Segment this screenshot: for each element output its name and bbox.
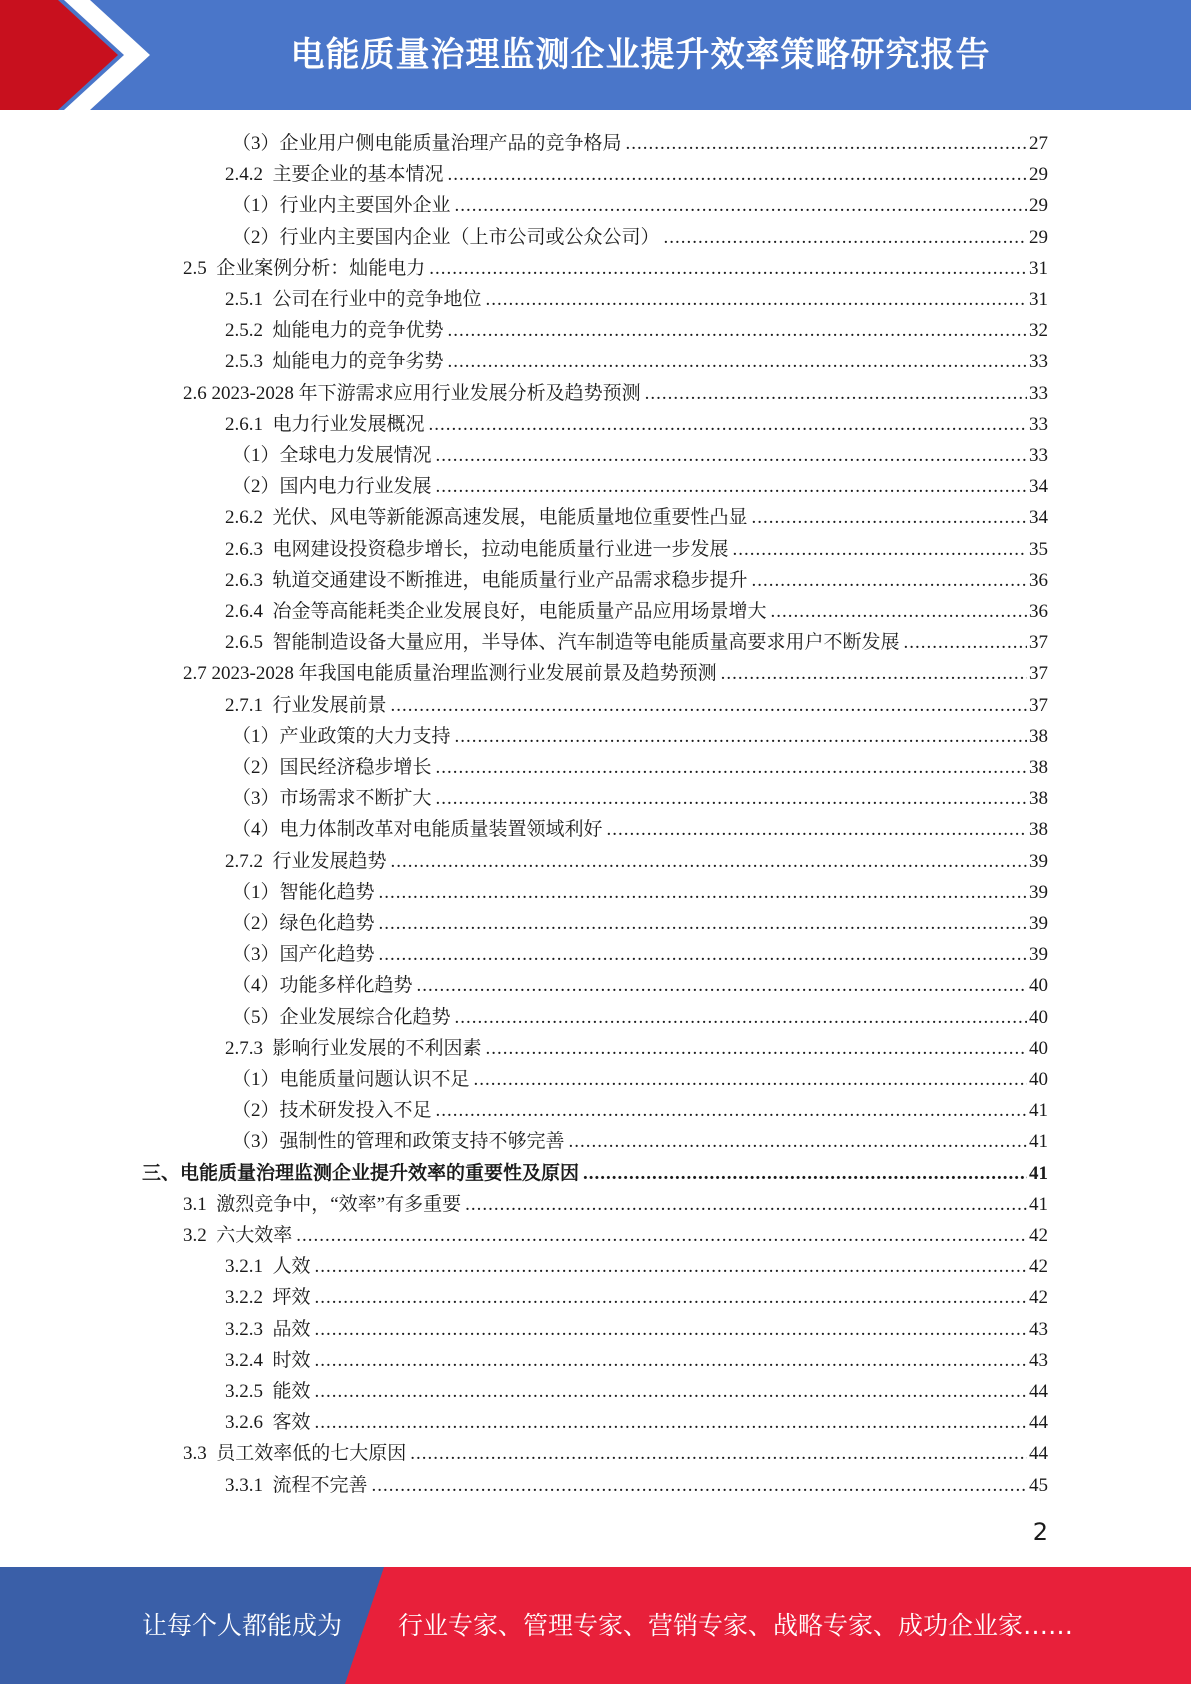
toc-entry-page: 33 xyxy=(1029,413,1048,435)
toc-entry-label: 3.2.4 时效 xyxy=(225,1349,311,1371)
toc-entry[interactable] xyxy=(225,596,1048,627)
toc-entry-page: 31 xyxy=(1029,289,1048,310)
toc-entry[interactable] xyxy=(232,1064,1048,1095)
toc-entry[interactable] xyxy=(232,1095,1048,1126)
toc-leader-dots xyxy=(626,128,1027,159)
toc-entry-page: 29 xyxy=(1029,226,1048,248)
toc-entry-page: 38 xyxy=(1029,788,1048,810)
toc-entry-page: 40 xyxy=(1029,1006,1048,1028)
toc-entry-page: 35 xyxy=(1029,538,1048,560)
toc-entry[interactable] xyxy=(225,284,1048,315)
toc-entry-label: （3）企业用户侧电能质量治理产品的竞争格局 xyxy=(232,133,622,154)
toc-entry-page: 39 xyxy=(1029,881,1048,903)
toc-entry-label: 2.7.1 行业发展前景 xyxy=(225,694,387,716)
toc-leader-dots xyxy=(721,658,1027,689)
toc-entry-label: 2.6.3 轨道交通建设不断推进，电能质量行业产品需求稳步提升 xyxy=(225,569,748,591)
toc-entry[interactable] xyxy=(225,1033,1048,1064)
toc-entry[interactable] xyxy=(183,253,1048,284)
toc-entry[interactable] xyxy=(232,970,1048,1001)
toc-entry[interactable] xyxy=(183,1220,1048,1251)
toc-entry-page: 33 xyxy=(1029,351,1048,373)
toc-entry-label: （5）企业发展综合化趋势 xyxy=(232,1006,451,1028)
toc-entry-page: 40 xyxy=(1029,1037,1048,1059)
toc-entry-label: 2.6.5 智能制造设备大量应用，半导体、汽车制造等电能质量高要求用户不断发展 xyxy=(225,632,900,654)
toc-entry[interactable] xyxy=(232,939,1048,970)
toc-entry-page: 34 xyxy=(1029,507,1048,529)
toc-entry[interactable] xyxy=(232,440,1048,471)
toc-leader-dots xyxy=(429,409,1027,440)
toc-entry-page: 39 xyxy=(1029,944,1048,966)
toc-entry[interactable] xyxy=(225,1470,1048,1501)
toc-leader-dots xyxy=(436,752,1027,783)
toc-entry-page: 40 xyxy=(1029,975,1048,997)
toc-leader-dots xyxy=(436,440,1027,471)
toc-entry-page: 31 xyxy=(1029,257,1048,279)
toc-entry[interactable] xyxy=(225,1314,1048,1345)
toc-entry-page: 39 xyxy=(1029,850,1048,872)
toc-entry-label: 3.2.2 坪效 xyxy=(225,1287,311,1309)
toc-entry[interactable] xyxy=(232,471,1048,502)
toc-entry[interactable] xyxy=(142,1158,1048,1189)
toc-leader-dots xyxy=(486,1033,1027,1064)
toc-entry-page: 39 xyxy=(1029,913,1048,934)
toc-entry[interactable] xyxy=(183,1438,1048,1469)
toc-entry-page: 29 xyxy=(1029,164,1048,186)
toc-entry[interactable] xyxy=(225,159,1048,190)
toc-entry-label: 2.6.2 光伏、风电等新能源高速发展，电能质量地位重要性凸显 xyxy=(225,507,748,529)
toc-entry-label: 2.7 2023-2028 年我国电能质量治理监测行业发展前景及趋势预测 xyxy=(183,663,717,685)
toc-entry-label: 3.2.1 人效 xyxy=(225,1256,311,1278)
toc-entry-label: （4）电力体制改革对电能质量装置领域利好 xyxy=(232,819,603,841)
toc-entry-label: （2）国内电力行业发展 xyxy=(232,476,432,498)
toc-entry-label: （3）强制性的管理和政策支持不够完善 xyxy=(232,1131,565,1153)
toc-leader-dots xyxy=(372,1470,1027,1501)
page-header xyxy=(0,0,1191,110)
toc-leader-dots xyxy=(315,1345,1027,1376)
toc-entry[interactable] xyxy=(232,1002,1048,1033)
toc-entry-page: 45 xyxy=(1029,1474,1048,1496)
toc-entry-label: 2.5 企业案例分析：灿能电力 xyxy=(183,257,426,279)
toc-entry-page: 34 xyxy=(1029,476,1048,498)
toc-entry-label: 2.7.2 行业发展趋势 xyxy=(225,850,387,872)
toc-entry-page: 42 xyxy=(1029,1256,1048,1278)
toc-entry[interactable] xyxy=(225,502,1048,533)
toc-leader-dots xyxy=(455,190,1027,221)
toc-entry[interactable] xyxy=(183,378,1048,409)
toc-leader-dots xyxy=(315,1251,1027,1282)
toc-entry[interactable] xyxy=(225,565,1048,596)
toc-entry-page: 40 xyxy=(1029,1069,1048,1090)
toc-entry-label: 2.6.1 电力行业发展概况 xyxy=(225,413,425,435)
toc-entry[interactable] xyxy=(232,128,1048,159)
toc-leader-dots xyxy=(315,1407,1027,1438)
toc-leader-dots xyxy=(448,346,1027,377)
toc-leader-dots xyxy=(474,1064,1027,1095)
toc-entry-label: （2）行业内主要国内企业（上市公司或公众公司） xyxy=(232,226,660,248)
toc-entry-label: 2.5.2 灿能电力的竞争优势 xyxy=(225,320,444,342)
toc-entry-label: 2.5.3 灿能电力的竞争劣势 xyxy=(225,351,444,373)
toc-entry-label: 3.3.1 流程不完善 xyxy=(225,1474,368,1496)
document-title: 电能质量治理监测企业提升效率策略研究报告 xyxy=(290,35,991,75)
page-number: 2 xyxy=(1032,1518,1048,1546)
toc-leader-dots xyxy=(752,565,1027,596)
toc-entry-page: 37 xyxy=(1029,663,1048,685)
toc-entry-label: 3.2.6 客效 xyxy=(225,1412,311,1434)
toc-entry[interactable] xyxy=(183,1189,1048,1220)
toc-leader-dots xyxy=(569,1126,1027,1157)
toc-entry-page: 42 xyxy=(1029,1287,1048,1309)
toc-entry-page: 32 xyxy=(1029,320,1048,342)
toc-leader-dots xyxy=(436,1095,1027,1126)
toc-leader-dots xyxy=(752,502,1027,533)
toc-entry-page: 43 xyxy=(1029,1349,1048,1371)
toc-leader-dots xyxy=(379,877,1027,908)
toc-entry[interactable] xyxy=(225,627,1048,658)
toc-entry-label: 3.1 激烈竞争中，“效率”有多重要 xyxy=(183,1193,462,1215)
toc-entry-page: 44 xyxy=(1029,1443,1048,1465)
toc-leader-dots xyxy=(296,1220,1027,1251)
toc-leader-dots xyxy=(455,721,1027,752)
toc-leader-dots xyxy=(315,1314,1027,1345)
toc-entry[interactable] xyxy=(225,690,1048,721)
toc-entry-label: （1）行业内主要国外企业 xyxy=(232,195,451,217)
toc-entry-page: 33 xyxy=(1029,445,1048,466)
toc-entry-page: 38 xyxy=(1029,819,1048,841)
toc-entry-page: 41 xyxy=(1029,1193,1048,1215)
toc-leader-dots xyxy=(733,534,1027,565)
toc-entry-page: 41 xyxy=(1029,1131,1048,1153)
toc-entry-page: 42 xyxy=(1029,1225,1048,1246)
toc-leader-dots xyxy=(448,159,1027,190)
toc-entry[interactable] xyxy=(232,814,1048,845)
toc-leader-dots xyxy=(436,783,1027,814)
toc-entry[interactable] xyxy=(225,1251,1048,1282)
toc-entry-label: 3.2.3 品效 xyxy=(225,1318,311,1340)
toc-leader-dots xyxy=(645,378,1027,409)
toc-entry-page: 37 xyxy=(1029,632,1048,654)
toc-entry-page: 44 xyxy=(1029,1412,1048,1434)
toc-entry[interactable] xyxy=(225,346,1048,377)
toc-entry[interactable] xyxy=(232,190,1048,221)
toc-leader-dots xyxy=(391,846,1027,877)
toc-leader-dots xyxy=(315,1282,1027,1313)
toc-entry-label: 3.2.5 能效 xyxy=(225,1381,311,1402)
toc-leader-dots xyxy=(410,1438,1027,1469)
toc-entry-label: （2）绿色化趋势 xyxy=(232,913,375,934)
toc-leader-dots xyxy=(607,814,1027,845)
toc-leader-dots xyxy=(429,253,1027,284)
toc-entry-label: 3.3 员工效率低的七大原因 xyxy=(183,1443,407,1465)
toc-entry-label: （3）市场需求不断扩大 xyxy=(232,788,432,810)
toc-entry[interactable] xyxy=(225,1407,1048,1438)
toc-entry-label: （2）国民经济稳步增长 xyxy=(232,757,432,778)
page-footer xyxy=(0,1567,1191,1684)
toc-leader-dots xyxy=(379,908,1027,939)
toc-entry-page: 43 xyxy=(1029,1318,1048,1340)
toc-leader-dots xyxy=(379,939,1027,970)
toc-entry-label: 2.5.1 公司在行业中的竞争地位 xyxy=(225,289,482,310)
toc-leader-dots xyxy=(904,627,1027,658)
toc-leader-dots xyxy=(315,1376,1027,1407)
toc-entry-label: 3.2 六大效率 xyxy=(183,1225,293,1246)
toc-entry-label: 2.6.3 电网建设投资稳步增长，拉动电能质量行业进一步发展 xyxy=(225,538,729,560)
toc-entry-label: （1）电能质量问题认识不足 xyxy=(232,1069,470,1090)
toc-entry-page: 44 xyxy=(1029,1381,1048,1402)
toc-entry-page: 41 xyxy=(1029,1162,1048,1184)
toc-entry[interactable] xyxy=(232,752,1048,783)
toc-entry-label: 2.6.4 冶金等高能耗类企业发展良好，电能质量产品应用场景增大 xyxy=(225,601,767,622)
toc-entry-label: （1）产业政策的大力支持 xyxy=(232,725,451,747)
toc-leader-dots xyxy=(664,222,1027,253)
toc-entry-page: 41 xyxy=(1029,1100,1048,1122)
toc-leader-dots xyxy=(391,690,1027,721)
toc-entry[interactable] xyxy=(225,315,1048,346)
toc-entry-label: 2.7.3 影响行业发展的不利因素 xyxy=(225,1037,482,1059)
toc-entry[interactable] xyxy=(225,409,1048,440)
toc-entry-page: 33 xyxy=(1029,382,1048,404)
toc-entry-label: 2.4.2 主要企业的基本情况 xyxy=(225,164,444,186)
toc-leader-dots xyxy=(486,284,1027,315)
toc-entry[interactable] xyxy=(232,877,1048,908)
footer-slogan-right: 行业专家、管理专家、营销专家、战略专家、成功企业家…… xyxy=(398,1611,1074,1640)
toc-entry[interactable] xyxy=(232,1126,1048,1157)
toc-entry-page: 37 xyxy=(1029,694,1048,716)
toc-entry[interactable] xyxy=(232,721,1048,752)
toc-leader-dots xyxy=(455,1002,1027,1033)
toc-entry[interactable] xyxy=(232,222,1048,253)
toc-entry-page: 36 xyxy=(1029,569,1048,591)
toc-entry[interactable] xyxy=(183,658,1048,689)
toc-entry-page: 36 xyxy=(1029,601,1048,622)
toc-entry[interactable] xyxy=(232,908,1048,939)
footer-slogan-left: 让每个人都能成为 xyxy=(142,1611,343,1640)
toc-entry-label: 三、电能质量治理监测企业提升效率的重要性及原因 xyxy=(142,1162,580,1184)
toc-leader-dots xyxy=(465,1189,1027,1220)
toc-entry[interactable] xyxy=(225,1345,1048,1376)
toc-entry[interactable] xyxy=(225,1282,1048,1313)
toc-leader-dots xyxy=(583,1158,1027,1189)
toc-entry-page: 38 xyxy=(1029,725,1048,747)
toc-leader-dots xyxy=(448,315,1027,346)
toc-leader-dots xyxy=(771,596,1027,627)
toc-entry[interactable] xyxy=(225,1376,1048,1407)
toc-entry[interactable] xyxy=(225,846,1048,877)
toc-entry-label: （2）技术研发投入不足 xyxy=(232,1100,432,1122)
toc-entry-label: 2.6 2023-2028 年下游需求应用行业发展分析及趋势预测 xyxy=(183,382,641,404)
toc-leader-dots xyxy=(436,471,1027,502)
toc-entry-page: 29 xyxy=(1029,195,1048,217)
toc-entry-page: 38 xyxy=(1029,757,1048,778)
toc-entry-page: 27 xyxy=(1029,133,1048,154)
toc-entry-label: （1）全球电力发展情况 xyxy=(232,445,432,466)
toc-entry-label: （3）国产化趋势 xyxy=(232,944,375,966)
toc-entry[interactable] xyxy=(225,534,1048,565)
toc-leader-dots xyxy=(417,970,1027,1001)
toc-entry[interactable] xyxy=(232,783,1048,814)
toc-entry-label: （4）功能多样化趋势 xyxy=(232,975,413,997)
toc-entry-label: （1）智能化趋势 xyxy=(232,881,375,903)
